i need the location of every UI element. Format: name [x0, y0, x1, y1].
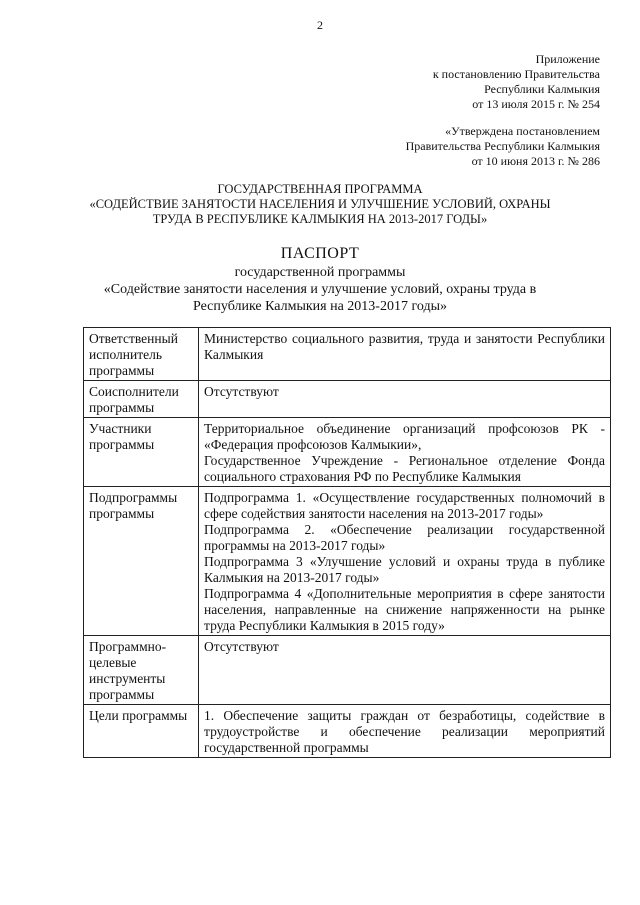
appendix-line: к постановлению Правительства — [432, 67, 600, 81]
table-row — [84, 636, 611, 705]
row-paragraph: 1. Обеспечение защиты граждан от безработицы, содействие в трудоустройстве и обеспечение реализации мероприятий государственной программы — [204, 708, 605, 755]
appendix-line: Приложение — [535, 52, 600, 66]
appendix-line: от 13 июля 2015 г. № 254 — [472, 97, 600, 111]
row-paragraph: Подпрограмма 3 «Улучшение условий и охраны труда в публике Калмыкия на 2013-2017 годы» — [204, 554, 605, 585]
passport-heading-block — [0, 244, 640, 315]
table-row — [84, 328, 611, 381]
row-content — [199, 487, 611, 636]
row-paragraph: Государственное Учреждение - Региональное отделение Фонда социального страхования РФ по Республике Калмыкия — [204, 453, 605, 484]
approved-line: «Утверждена постановлением — [445, 124, 600, 138]
row-paragraph: Отсутствуют — [204, 639, 279, 654]
approved-block — [406, 124, 600, 169]
program-title-line: «СОДЕЙСТВИЕ ЗАНЯТОСТИ НАСЕЛЕНИЯ И УЛУЧШЕНИЕ УСЛОВИЙ, ОХРАНЫ — [89, 197, 551, 211]
table-row — [84, 705, 611, 758]
page-number: 2 — [317, 18, 323, 32]
passport-heading: ПАСПОРТ — [280, 245, 360, 262]
passport-line: государственной программы — [234, 265, 406, 280]
table-row — [84, 381, 611, 418]
approved-line: Правительства Республики Калмыкия — [405, 139, 600, 153]
passport-line: Республике Калмыкия на 2013-2017 годы» — [193, 299, 447, 314]
row-paragraph: Территориальное объединение организаций профсоюзов РК - «Федерация профсоюзов Калмыкии», — [204, 421, 605, 452]
table-row — [84, 487, 611, 636]
row-label: Ответственный исполнитель программы — [84, 328, 199, 381]
appendix-block — [433, 52, 600, 112]
row-paragraph: Министерство социального развития, труда и занятости Республики Калмыкия — [204, 331, 605, 362]
program-title-line: ГОСУДАРСТВЕННАЯ ПРОГРАММА — [217, 182, 423, 196]
row-label: Подпрограммы программы — [84, 487, 199, 636]
passport-line: «Содействие занятости населения и улучшение условий, охраны труда в — [103, 282, 537, 297]
row-label: Участники программы — [84, 418, 199, 487]
passport-table-body — [84, 328, 611, 758]
row-content — [199, 381, 611, 418]
passport-table — [83, 327, 611, 758]
row-content — [199, 328, 611, 381]
program-title — [0, 182, 640, 227]
row-paragraph: Подпрограмма 1. «Осуществление государственных полномочий в сфере содействия занятости населения на 2013-2017 годы» — [204, 490, 605, 521]
row-label: Программно-целевые инструменты программы — [84, 636, 199, 705]
row-paragraph: Отсутствуют — [204, 384, 279, 399]
row-paragraph: Подпрограмма 2. «Обеспечение реализации государственной программы на 2013-2017 годы» — [204, 522, 605, 553]
row-content — [199, 636, 611, 705]
row-label: Цели программы — [84, 705, 199, 758]
table-row — [84, 418, 611, 487]
row-label: Соисполнители программы — [84, 381, 199, 418]
row-paragraph: Подпрограмма 4 «Дополнительные мероприятия в сфере занятости населения, направленные на снижение напряженности на рынке труда Республики Калмыкия в 2015 году» — [204, 586, 605, 633]
appendix-line: Республики Калмыкия — [484, 82, 600, 96]
approved-line: от 10 июня 2013 г. № 286 — [471, 154, 600, 168]
row-content — [199, 418, 611, 487]
row-content — [199, 705, 611, 758]
program-title-line: ТРУДА В РЕСПУБЛИКЕ КАЛМЫКИЯ НА 2013-2017 ГОДЫ» — [152, 212, 488, 226]
